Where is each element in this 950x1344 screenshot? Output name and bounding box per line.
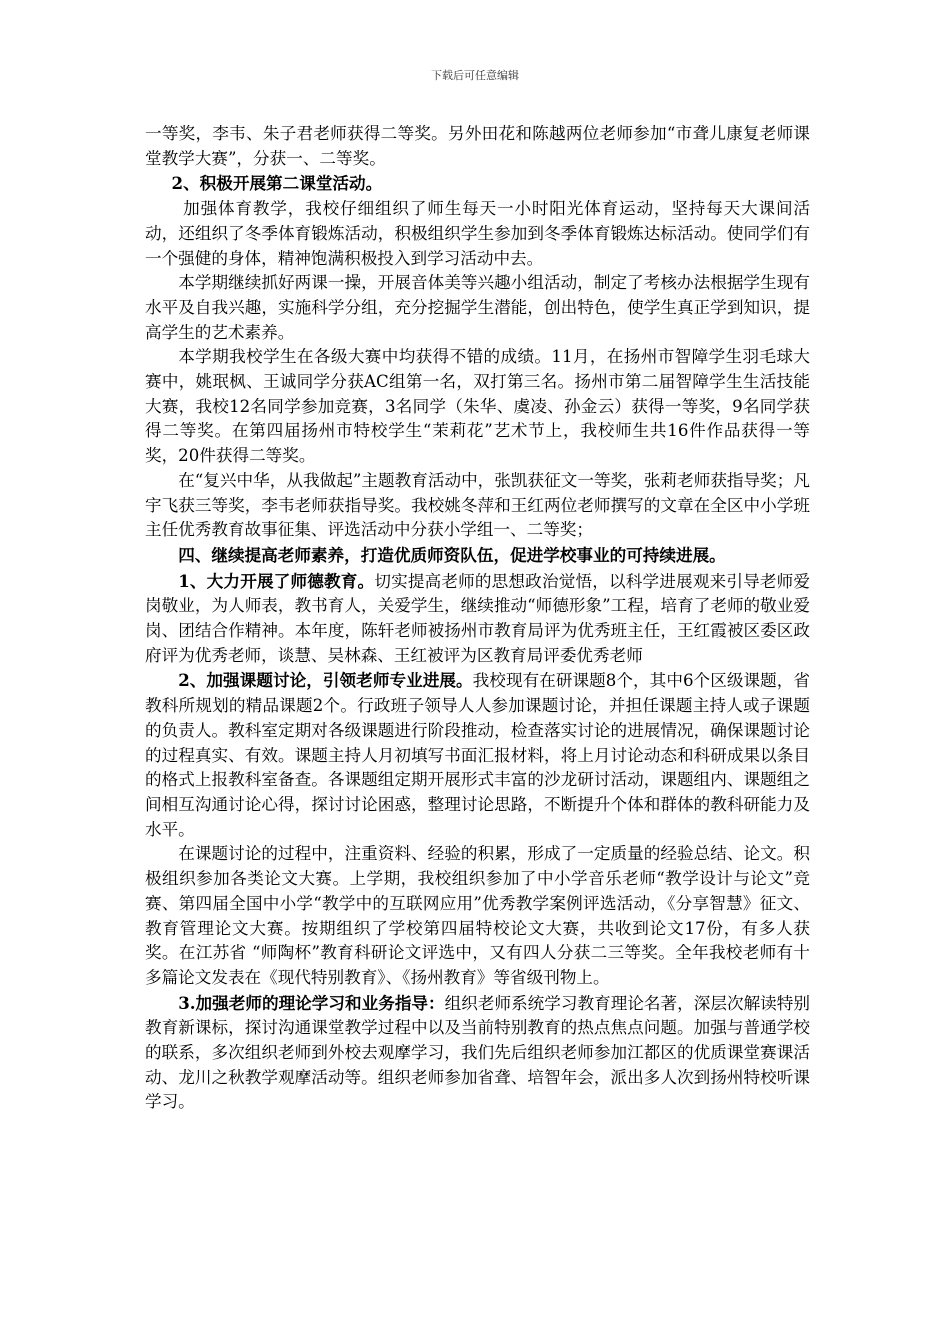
paragraph-awards-teachers: 一等奖，李韦、朱子君老师获得二等奖。另外田花和陈越两位老师参加“市聋儿康复老师课堂教学大赛”，分获一、二等奖。 [145,124,810,168]
heading-second-classroom: 2、积极开展第二课堂活动。 [171,173,383,194]
paragraph-theory-study: 3.加强老师的理论学习和业务指导：组织老师系统学习教育理论名著，深层次解读特别教育新课标，探讨沟通课堂教学过程中以及当前特别教育的热点焦点问题。加强与普通学校的联系，多次组织老师到外校去观摩学习，我们先后组织老师参加江都区的优质课堂赛课活动、龙川之秋教学观摩活动等。组织老师参加省聋、培智年会，派出多人次到扬州特校听课学习。 [145,992,810,1112]
paragraph-pe: 加强体育教学，我校仔细组织了师生每天一小时阳光体育运动，坚持每天大课间活动，还组织了冬季体育锻炼活动，积极组织学生参加到冬季体育锻炼达标活动。使同学们有一个强健的身体，精神饱满积极投入到学习活动中去。 [145,199,810,268]
heading-section-four: 四、继续提高老师素养，打造优质师资队伍，促进学校事业的可持续进展。 [178,544,726,565]
paragraph-papers: 在课题讨论的过程中，注重资料、经验的积累，形成了一定质量的经验总结、论文。积极组织参加各类论文大赛。上学期，我校组织参加了中小学音乐老师“教学设计与论文”竞赛、第四届全国中小学“教学中的互联网应用”优秀教学案例评选活动，《分享智慧》征文、教育管理论文大赛。按期组织了学校第四届特校论文大赛，共收到论文17份，有多人获奖。在江苏省 “师陶杯”教育科研论文评选中，又有四人分获二三等奖。全年我校老师有十多篇论文发表在《现代特别教育》、《扬州教育》等省级刊物上。 [145,844,810,987]
document-body [145,122,810,1115]
paragraph-interest-groups: 本学期继续抓好两课一操，开展音体美等兴趣小组活动，制定了考核办法根据学生现有水平及自我兴趣，实施科学分组，充分挖掘学生潜能，创出特色，使学生真正学到知识，提高学生的艺术素养。 [145,273,810,342]
page-header: 下载后可任意编辑 [431,69,519,82]
paragraph-research: 2、加强课题讨论，引领老师专业进展。我校现有在研课题8个，其中6个区级课题，省教科所规划的精品课题2个。行政班子领导人人参加课题讨论，并担任课题主持人或子课题的负责人。教科室定期对各级课题进行阶段推动，检查落实讨论的进展情况，确保课题讨论的过程真实、有效。课题主持人月初填写书面汇报材料，将上月讨论动态和科研成果以条目的格式上报教科室备查。各课题组定期开展形式丰富的沙龙研讨活动，课题组内、课题组之间相互沟通讨论心得，探讨讨论困惑，整理讨论思路，不断提升个体和群体的教科研能力及水平。 [145,670,810,839]
paragraph-ethics: 1、大力开展了师德教育。切实提高老师的思想政治觉悟，以科学进展观来引导老师爱岗敬业，为人师表，教书育人，关爱学生，继续推动“师德形象”工程，培育了老师的敬业爱岗、团结合作精神。本年度，陈轩老师被扬州市教育局评为优秀班主任，王红霞被区委区政府评为优秀老师，谈慧、吴林森、王红被评为区教育局评委优秀老师 [145,570,811,665]
paragraph-student-awards: 本学期我校学生在各级大赛中均获得不错的成绩。11月，在扬州市智障学生羽毛球大赛中，姚珉枫、王诚同学分获AC组第一名，双打第三名。扬州市第二届智障学生生活技能大赛，我校12名同学参加竞赛，3名同学（朱华、虞凌、孙金云）获得一等奖，9名同学获得二等奖。在第四届扬州市特校学生“茉莉花”艺术节上，我校师生共16件作品获得一等奖，20件获得二等奖。 [145,347,810,466]
paragraph-theme-education: 在“复兴中华，从我做起”主题教育活动中，张凯获征文一等奖，张莉老师获指导奖；凡宇飞获三等奖，李韦老师获指导奖。我校姚冬萍和王红两位老师撰写的文章在全区中小学班主任优秀教育故事征集、评选活动中分获小学组一、二等奖； [145,470,810,540]
